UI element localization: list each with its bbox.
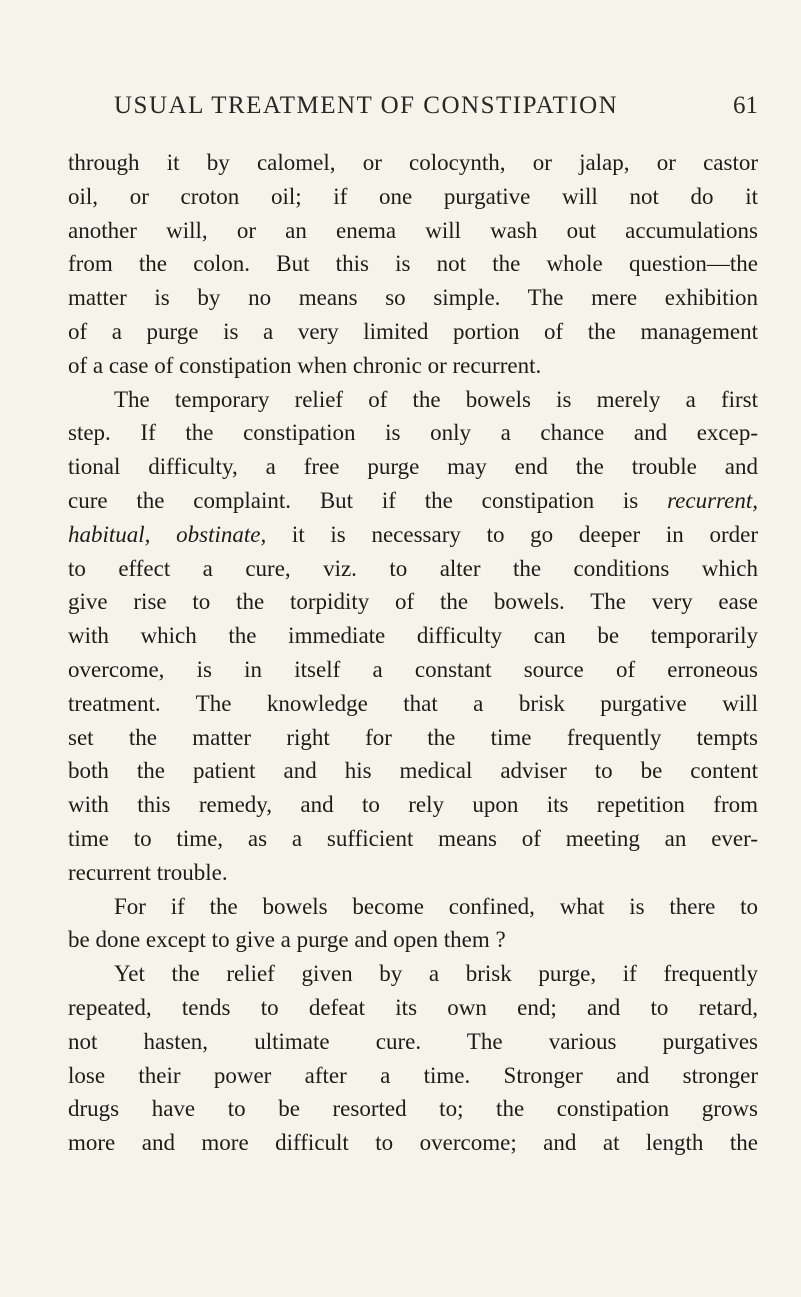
text-line: give rise to the torpidity of the bowels. The very ease: [68, 589, 758, 615]
text-line: through it by calomel, or colocynth, or jalap, or castor: [68, 150, 758, 175]
text-line: with this remedy, and to rely upon its repetition from: [68, 792, 758, 818]
text-line: time to time, as a sufficient means of meeting an ever-: [68, 825, 758, 851]
text-line: repeated, tends to defeat its own end; and to retard,: [68, 994, 758, 1020]
text-line: recurrent trouble.: [68, 859, 228, 885]
text-line: drugs have to be resorted to; the constipation grows: [68, 1096, 758, 1122]
text-line: another will, or an enema will wash out accumulations: [68, 217, 758, 243]
text-line: to effect a cure, viz. to alter the conditions which: [68, 555, 758, 581]
text-line: of a purge is a very limited portion of the management: [68, 318, 758, 344]
paragraph: [68, 146, 758, 383]
paragraph: [68, 890, 758, 958]
text-line: overcome, is in itself a constant source of erroneous: [68, 656, 758, 682]
text-line: both the patient and his medical adviser to be content: [68, 758, 758, 784]
text-line: with which the immediate difficulty can be temporarily: [68, 623, 758, 649]
running-head: [68, 92, 758, 132]
body-text: [68, 146, 758, 1160]
text-line: tional difficulty, a free purge may end the trouble and: [68, 454, 758, 480]
text-line: from the colon. But this is not the whole question—the: [68, 251, 758, 277]
text-line: Yet the relief given by a brisk purge, if frequently: [114, 961, 758, 987]
text-line: matter is by no means so simple. The mere exhibition: [68, 285, 758, 311]
text-line: cure the complaint. But if the constipation is recurrent,: [68, 487, 758, 513]
text-line: step. If the constipation is only a chance and excep-: [68, 420, 758, 446]
text-line: lose their power after a time. Stronger and stronger: [68, 1062, 758, 1088]
page-number: 61: [733, 92, 758, 119]
text-line: of a case of constipation when chronic or recurrent.: [68, 352, 542, 378]
text-line: set the matter right for the time frequently tempts: [68, 724, 758, 750]
text-line: more and more difficult to overcome; and at length the: [68, 1130, 758, 1156]
text-line: habitual, obstinate, it is necessary to go deeper in order: [68, 521, 759, 547]
paragraph: [68, 957, 758, 1160]
text-line: treatment. The knowledge that a brisk purgative will: [68, 690, 758, 716]
text-line: The temporary relief of the bowels is merely a first: [114, 386, 758, 412]
paragraph: [68, 383, 758, 890]
text-line: oil, or croton oil; if one purgative will not do it: [68, 183, 758, 209]
text-line: be done except to give a purge and open them ?: [68, 927, 506, 953]
running-title: USUAL TREATMENT OF CONSTIPATION: [114, 92, 619, 119]
text-line: not hasten, ultimate cure. The various purgatives: [68, 1028, 758, 1054]
text-line: For if the bowels become confined, what is there to: [114, 893, 758, 919]
